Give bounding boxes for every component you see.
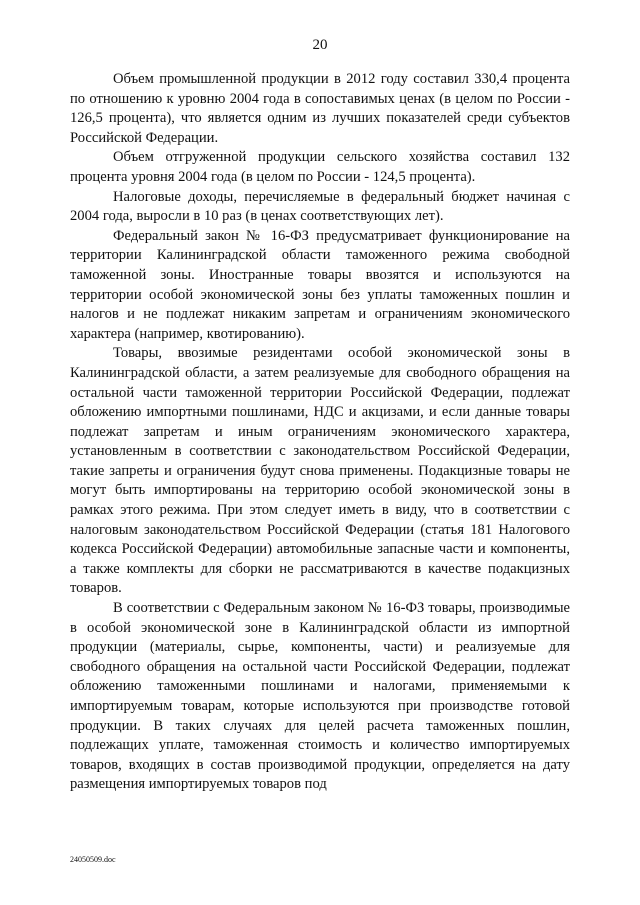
paragraph-tax-revenue: Налоговые доходы, перечисляемые в федеральный бюджет начиная с 2004 года, выросли в 10 раз (в ценах соответствующих лет). <box>70 188 570 225</box>
paragraph-federal-law-free-zone: Федеральный закон № 16-ФЗ предусматривает функционирование на территории Калининградской области таможенного режима свободной таможенной зоны. Иностранные товары ввозятся и используются на территории особой экономической зоны без уплаты таможенных пошлин и налогов и не подлежат никаким запретам и ограничениям экономического характера (например, квотированию). <box>70 227 570 342</box>
document-file-code: 24050509.doc <box>70 855 116 864</box>
paragraph-agricultural-output: Объем отгруженной продукции сельского хозяйства составил 132 процента уровня 2004 года (в целом по России - 124,5 процента). <box>70 149 570 185</box>
paragraph-industrial-output: Объем промышленной продукции в 2012 году составил 330,4 процента по отношению к уровню 2004 года в сопоставимых ценах (в целом по России - 126,5 процента), что является одним из лучших показателей среди субъектов Российской Федерации. <box>70 71 570 146</box>
paragraph-imported-goods-duties: Товары, ввозимые резидентами особой экономической зоны в Калининградской области, а затем реализуемые для свободного обращения на остальной части таможенной территории Российской Федерации, подлежат обложению импортными пошлинами, НДС и акцизами, и если данные товары подлежат запретам и иным ограничениям экономического характера, установленным в соответствии с законодательством Российской Федерации, такие запреты и ограничения будут снова применены. Подакцизные товары не могут быть импортированы на территорию особой экономической зоны в рамках этого режима. При этом следует иметь в виду, что в соответствии с налоговым законодательством Российской Федерации (статья 181 Налогового кодекса Российской Федерации) автомобильные запасные части и компоненты, а также комплекты для сборки не рассматриваются в качестве подакцизных товаров. <box>70 345 570 597</box>
document-body <box>70 70 570 795</box>
paragraph-produced-goods-duties: В соответствии с Федеральным законом № 16-ФЗ товары, производимые в особой экономической зоне в Калининградской области из импортной продукции (материалы, сырье, компоненты, части) и реализуемые для свободного обращения на остальной части Российской Федерации, подлежат обложению таможенными пошлинами и налогами, применяемыми к импортируемым товарам, которые используются при производстве готовой продукции. В таких случаях для целей расчета таможенных пошлин, подлежащих уплате, таможенная стоимость и количество импортируемых товаров, входящих в состав производимой продукции, определяется на дату размещения импортируемых товаров под <box>70 600 570 793</box>
page-number: 20 <box>312 37 328 53</box>
